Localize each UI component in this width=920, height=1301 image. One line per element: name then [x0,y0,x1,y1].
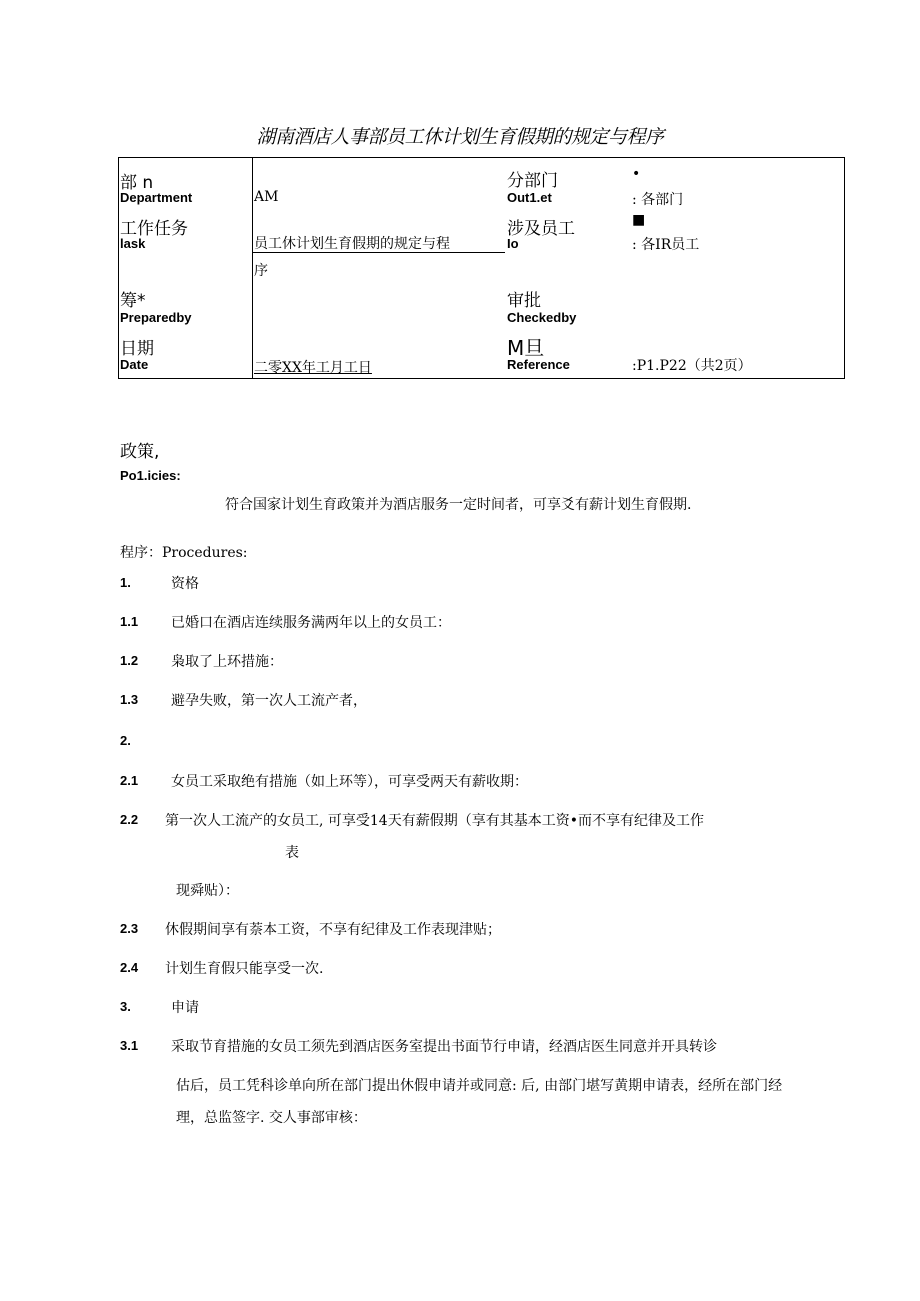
item-text: 采取节育措施的女员工须先到酒店医务室提出书面节行申请，经酒店医生同意并开具转诊 [171,1039,717,1055]
header-table [118,157,845,379]
item-text-continued: 理，总监签字. 交人事部审核： [176,1110,367,1126]
item-number: 1.3 [120,692,139,707]
item-text: 申请 [171,1000,199,1016]
policies-text: 符合国家计划生育政策并为酒店服务一定时间者，可享爻有薪计划生育假期. [225,497,692,513]
item-text-continued: 现舜贴）： [176,883,239,899]
item-number: 2. [120,733,131,748]
task-label-en: lask [120,236,146,251]
department-label-cn: 部 n [120,173,154,193]
reference-label-en: Reference [507,357,570,372]
procedures-heading: 程序：Procedures: [120,545,248,561]
item-number: 2.2 [120,812,139,827]
item-number: 2.1 [120,773,139,788]
item-text: 休假期间享有萘本工资，不享有纪律及工作表现津贴； [165,922,501,938]
outlet-marker: • [632,166,641,182]
department-value: AM [254,189,279,205]
item-text: 资格 [171,576,199,592]
item-number: 2.4 [120,960,139,975]
item-number: 3. [120,999,131,1014]
item-text-continued: 估后，员工凭科诊单向所在部门提出休假申请并或同意: 后, 由部门堪写黄期申请表，经所在部门经 [176,1078,783,1094]
outlet-label-cn: 分部门 [507,171,558,191]
item-text: 第一次人工流产的女员工, 可享受14天有薪假期（享有其基本工资•而不享有纪律及工作 [165,813,704,829]
involved-label-en: Io [507,236,519,251]
item-number: 1.2 [120,653,139,668]
item-text: 女员工采取绝有措施（如上环等），可享受两天有薪收期： [171,774,528,790]
document-title: 湖南酒店人事部员工休计划生育假期的规定与程序 [256,126,664,148]
table-divider [252,157,253,379]
item-text: 计划生育假只能享受一次. [165,961,324,977]
item-number: 1. [120,575,131,590]
policies-heading-cn: 政策, [120,442,160,462]
date-label-cn: 日期 [120,339,154,359]
checked-label-en: Checkedby [507,310,577,325]
checked-label-cn: 审批 [507,291,541,311]
item-text: 已婚口在酒店连续服务满两年以上的女员工： [171,615,451,631]
date-label-en: Date [120,357,149,372]
task-value-line2: 序 [254,263,268,279]
item-text: 枭取了上环措施： [171,654,283,670]
prepared-label-cn: 筹* [120,291,146,311]
outlet-label-en: Out1.et [507,190,552,205]
item-number: 3.1 [120,1038,139,1053]
reference-label-cn: M旦 [507,336,545,360]
reference-value: :P1.P22（共2页） [632,358,752,374]
department-label-en: Department [120,190,193,205]
item-text: 避孕失败，第一次人工流产者， [171,693,367,709]
item-text-continued: 表 [285,845,299,861]
policies-heading-en: Po1.icies: [120,468,181,483]
involved-label-cn: 涉及员工 [507,219,575,239]
involved-value: : 各IR员工 [632,237,700,253]
item-number: 1.1 [120,614,139,629]
prepared-label-en: Preparedby [120,310,192,325]
involved-marker: ■ [632,212,646,228]
item-number: 2.3 [120,921,139,936]
task-value-line1: 员工休计划生育假期的规定与程 [254,236,450,252]
date-value: 二零XX年工月工日 [254,360,372,376]
task-label-cn: 工作任务 [120,219,188,239]
outlet-value: : 各部门 [632,192,684,208]
